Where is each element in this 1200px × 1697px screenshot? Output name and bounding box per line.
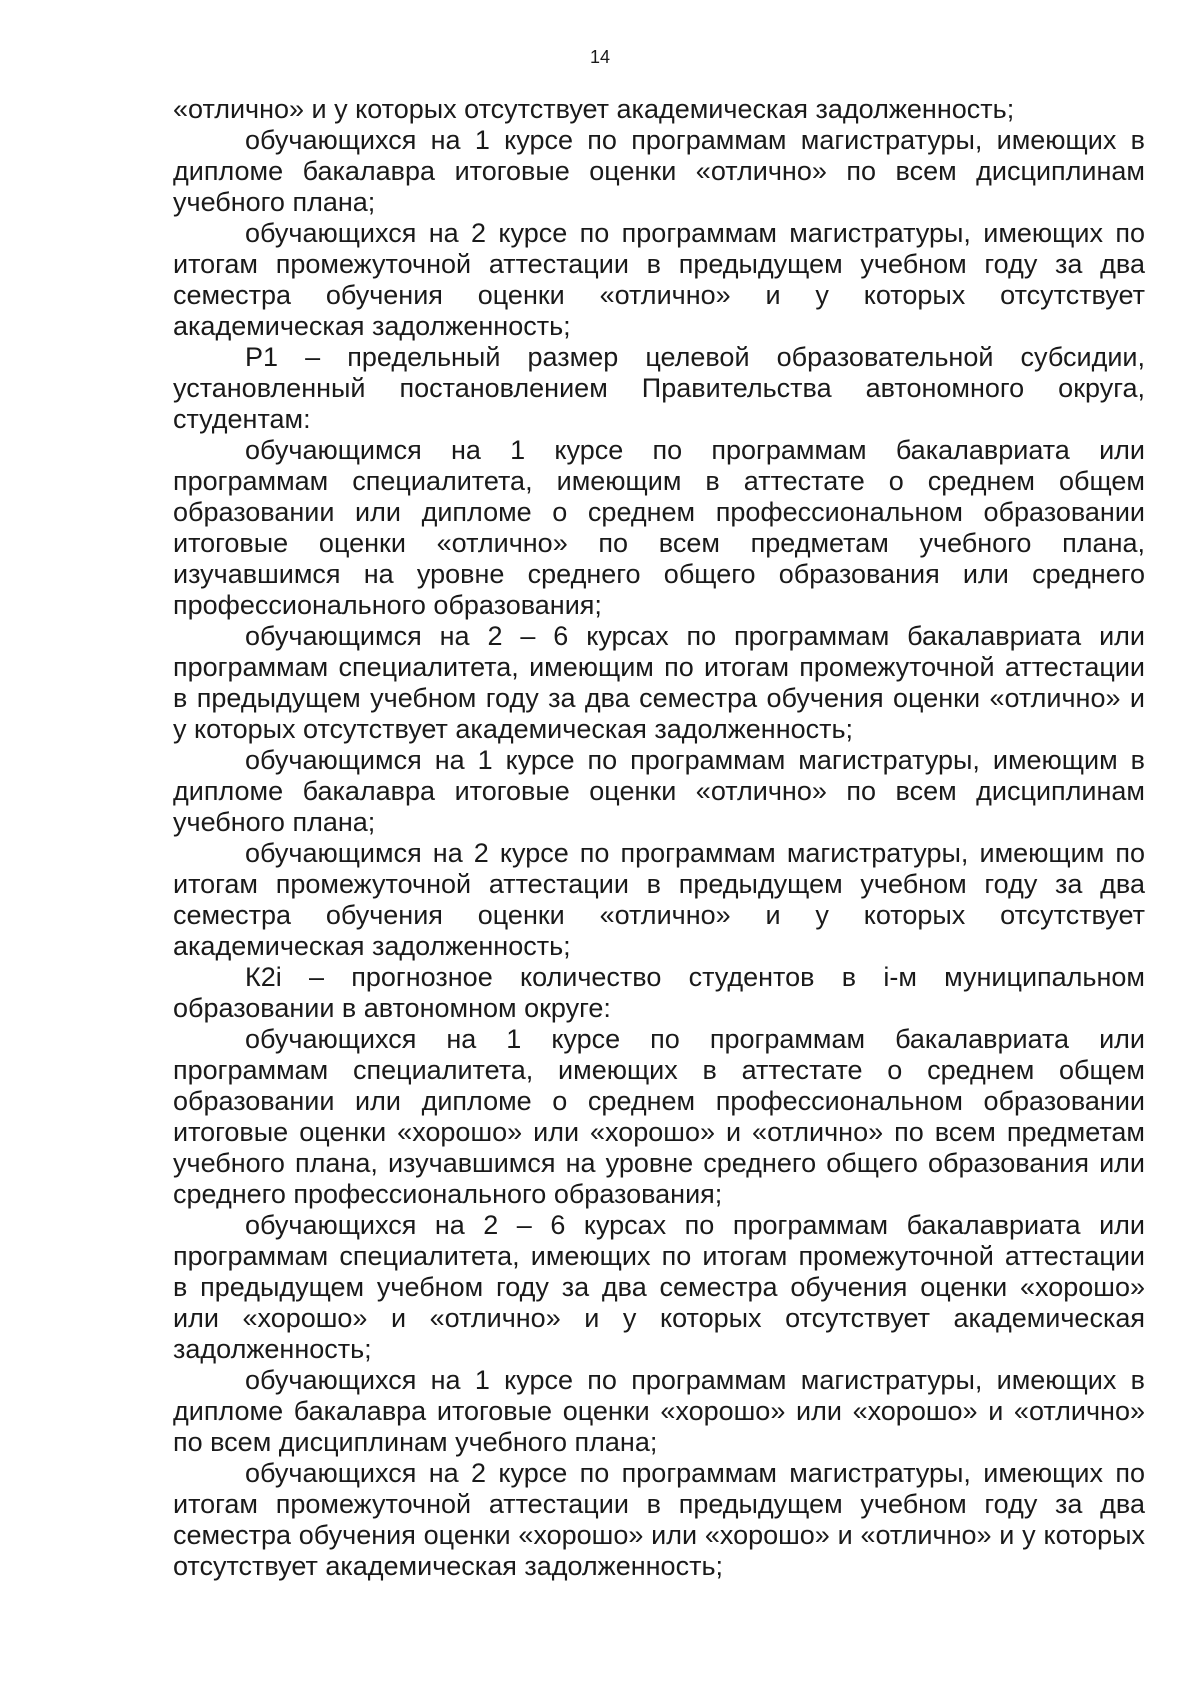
paragraph-definition-k2i: К2i – прогнозное количество студентов в i-м муниципальном образовании в автономном округе: [173,962,1145,1023]
paragraph: обучающимся на 1 курсе по программам магистратуры, имеющим в дипломе бакалавра итоговые оценки «отлично» по всем дисциплинам учебного плана; [173,745,1145,837]
page-number: 14 [589,47,611,67]
paragraph: обучающихся на 2 курсе по программам магистратуры, имеющих по итогам промежуточной аттестации в предыдущем учебном году за два семестра обучения оценки «хорошо» или «хорошо» и «отлично» и у которых отсутствует академическая задолженность; [173,1458,1145,1581]
paragraph: обучающихся на 2 курсе по программам магистратуры, имеющих по итогам промежуточной аттестации в предыдущем учебном году за два семестра обучения оценки «отлично» и у которых отсутствует академическая задолженность; [173,218,1145,341]
paragraph: обучающихся на 2 – 6 курсах по программам бакалавриата или программам специалитета, имеющих по итогам промежуточной аттестации в предыдущем учебном году за два семестра обучения оценки «хорошо» или «хорошо» и «отлично» и у которых отсутствует академическая задолженность; [173,1210,1145,1364]
paragraph-definition-p1: P1 – предельный размер целевой образовательной субсидии, установленный постановлением Правительства автономного округа, студентам: [173,342,1145,434]
paragraph: обучающихся на 1 курсе по программам магистратуры, имеющих в дипломе бакалавра итоговые оценки «отлично» по всем дисциплинам учебного плана; [173,125,1145,217]
paragraph: обучающимся на 2 курсе по программам магистратуры, имеющим по итогам промежуточной аттестации в предыдущем учебном году за два семестра обучения оценки «отлично» и у которых отсутствует академическая задолженность; [173,838,1145,961]
paragraph: обучающимся на 1 курсе по программам бакалавриата или программам специалитета, имеющим в аттестате о среднем общем образовании или дипломе о среднем профессиональном образовании итоговые оценки «отлично» по всем предметам учебного плана, изучавшимся на уровне среднего общего образования или среднего профессионального образования; [173,435,1145,620]
paragraph: обучающимся на 2 – 6 курсах по программам бакалавриата или программам специалитета, имеющим по итогам промежуточной аттестации в предыдущем учебном году за два семестра обучения оценки «отлично» и у которых отсутствует академическая задолженность; [173,621,1145,744]
document-body [173,94,1145,1582]
paragraph-continuation: «отлично» и у которых отсутствует академическая задолженность; [173,94,1015,124]
paragraph: обучающихся на 1 курсе по программам бакалавриата или программам специалитета, имеющих в аттестате о среднем общем образовании или дипломе о среднем профессиональном образовании итоговые оценки «хорошо» или «хорошо» и «отлично» по всем предметам учебного плана, изучавшимся на уровне среднего общего образования или среднего профессионального образования; [173,1024,1145,1209]
paragraph: обучающихся на 1 курсе по программам магистратуры, имеющих в дипломе бакалавра итоговые оценки «хорошо» или «хорошо» и «отлично» по всем дисциплинам учебного плана; [173,1365,1145,1457]
